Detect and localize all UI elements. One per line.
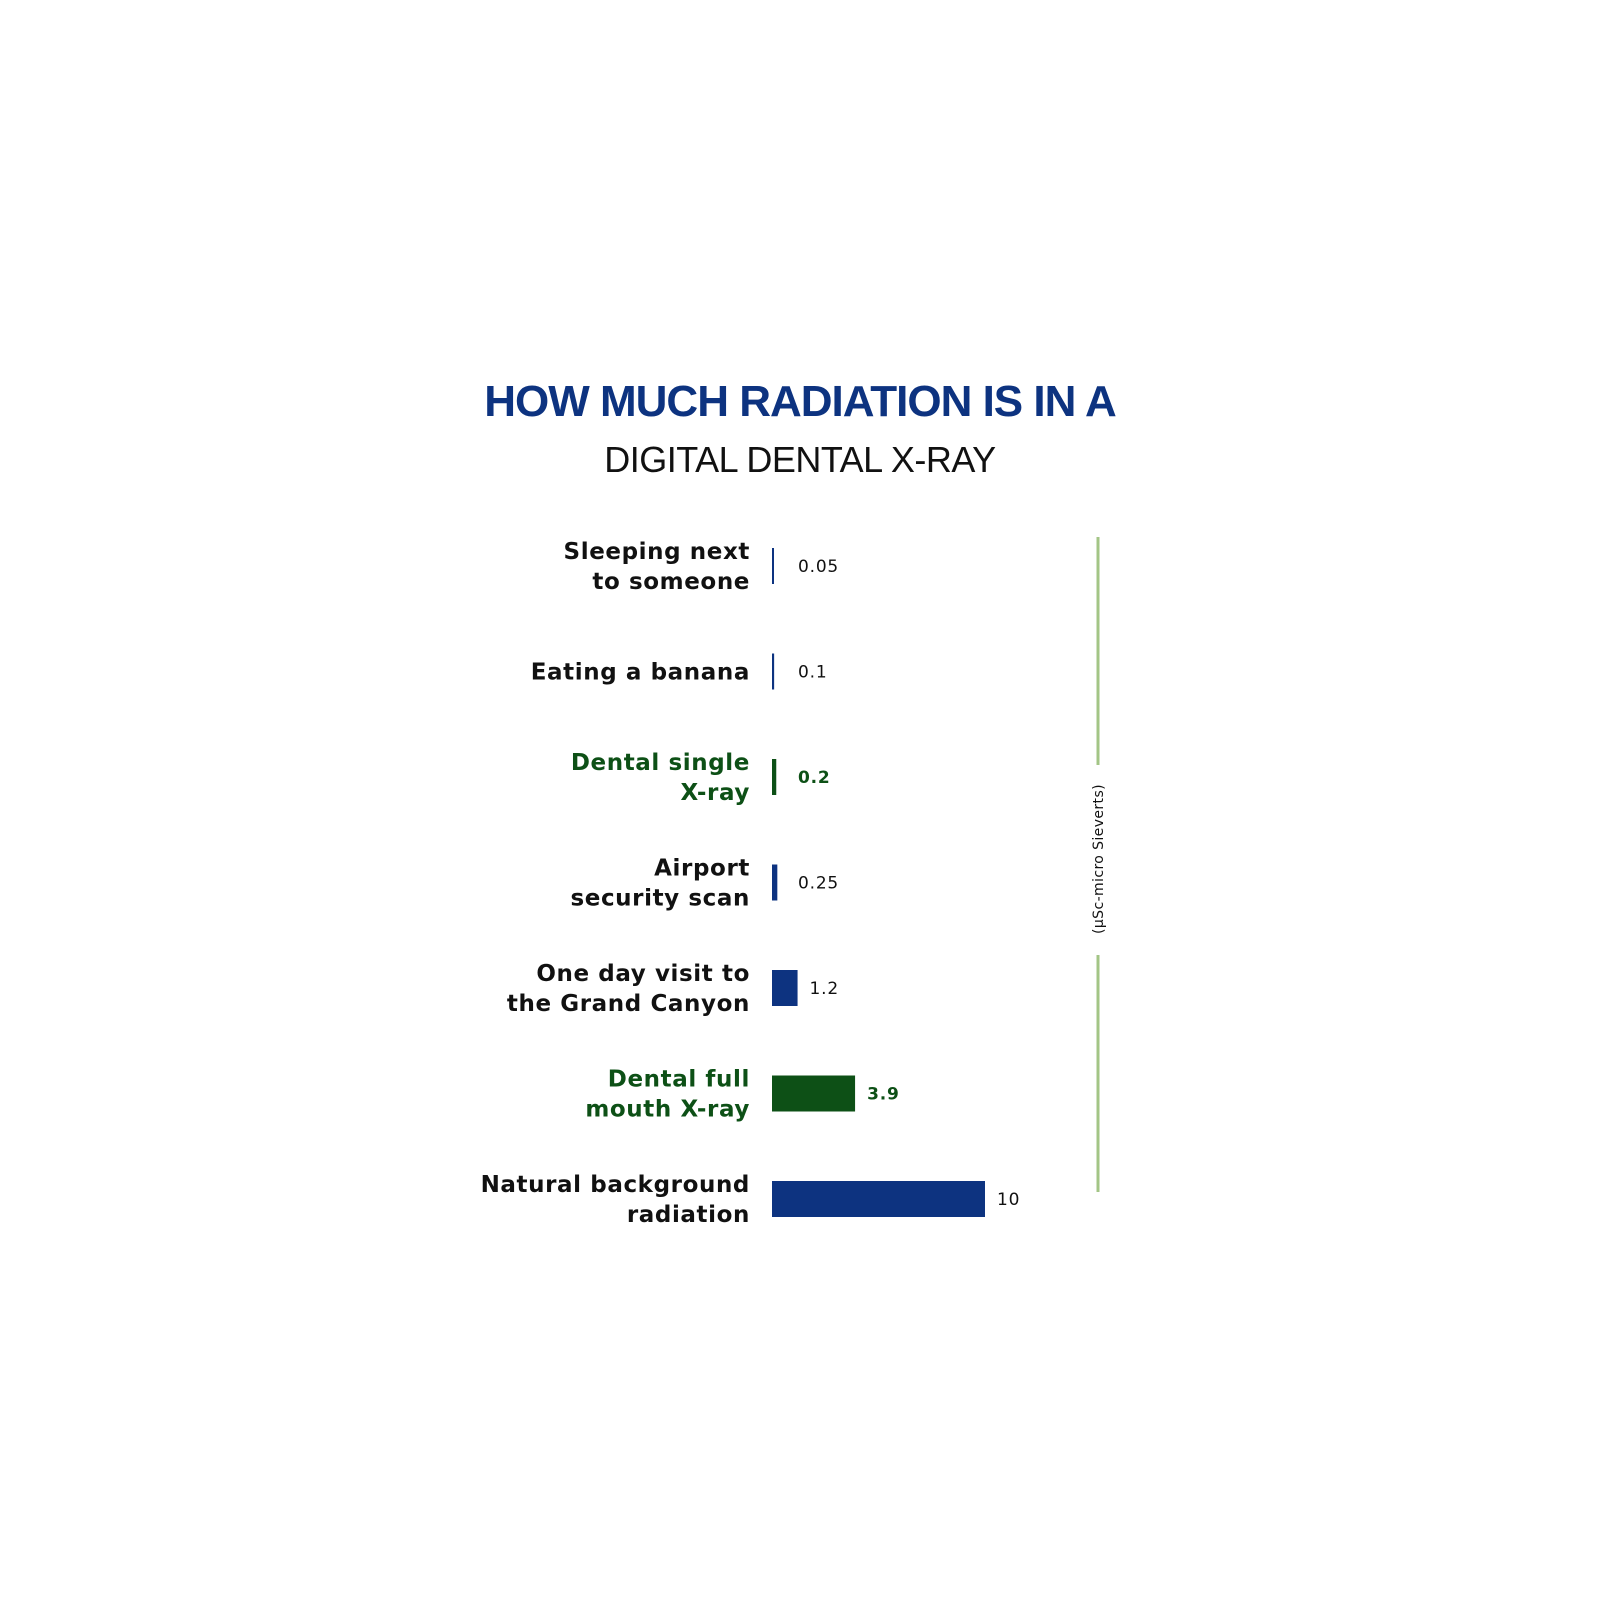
- value-label: 0.1: [798, 662, 828, 683]
- category-label: Sleeping next to someone: [563, 539, 750, 595]
- bar: [772, 654, 774, 690]
- value-label: 10: [997, 1190, 1021, 1210]
- chart-title: HOW MUCH RADIATION IS IN A: [484, 377, 1116, 426]
- value-label: 0.25: [798, 873, 840, 894]
- category-label: Eating a banana: [530, 659, 750, 686]
- unit-label: (µSc-micro Sieverts): [1091, 784, 1107, 934]
- category-label: Dental full mouth X-ray: [585, 1066, 750, 1123]
- bar: [772, 759, 776, 795]
- category-label: Dental single X-ray: [570, 750, 750, 806]
- value-label: 0.2: [798, 768, 831, 788]
- category-label: Natural background radiation: [480, 1172, 750, 1228]
- chart-subtitle: DIGITAL DENTAL X-RAY: [604, 439, 996, 480]
- bar: [772, 1076, 855, 1112]
- bars-layer: [481, 539, 1021, 1228]
- category-label: One day visit to the Grand Canyon: [506, 961, 750, 1017]
- bar: [772, 1181, 985, 1217]
- bar: [772, 865, 777, 901]
- category-label: Airport security scan: [570, 855, 750, 912]
- value-label: 3.9: [867, 1084, 900, 1105]
- bar: [772, 548, 774, 584]
- value-label: 1.2: [809, 979, 839, 999]
- value-label: 0.05: [798, 557, 840, 577]
- bar: [772, 970, 798, 1006]
